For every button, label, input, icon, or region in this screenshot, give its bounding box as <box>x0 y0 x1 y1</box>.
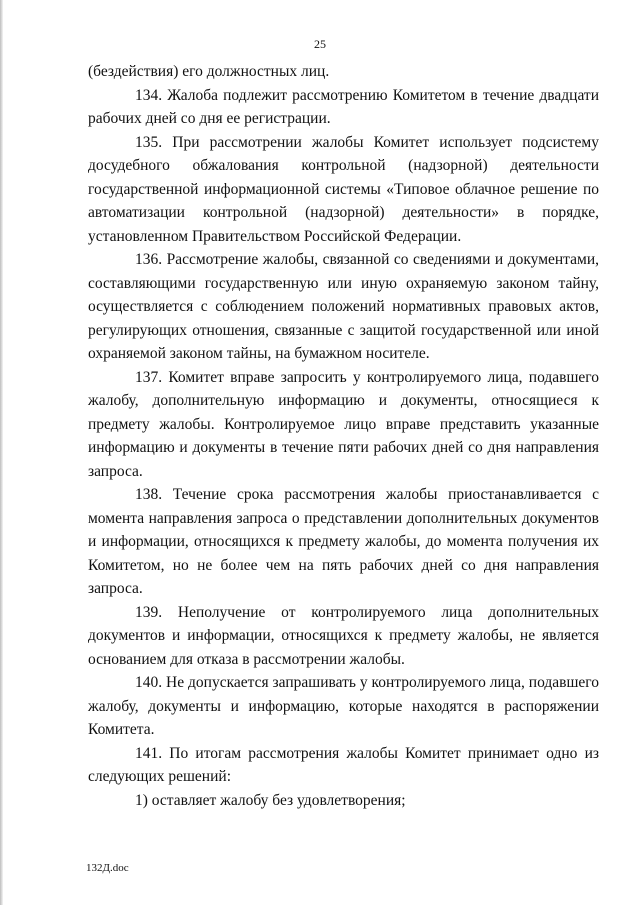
paragraph-continuation: (бездействия) его должностных лиц. <box>88 63 330 80</box>
paragraph-140: 140. Не допускается запрашивать у контролируемого лица, подавшего жалобу, документы и информацию, которые находятся в распоряжении Комитета. <box>88 674 599 738</box>
list-item-1: 1) оставляет жалобу без удовлетворения; <box>135 791 406 809</box>
scan-edge <box>0 0 3 905</box>
paragraph-137: 137. Комитет вправе запросить у контролируемого лица, подавшего жалобу, дополнительную информацию и документы, относящиеся к предмету жалобы. Контролируемое лицо вправе представить указанные информацию и документы в течение пяти рабочих дней со дня направления запроса. <box>88 368 599 480</box>
footer-filename: 132Д.doc <box>86 862 129 874</box>
paragraph-141: 141. По итогам рассмотрения жалобы Комитет принимает одно из следующих решений: <box>88 744 599 785</box>
paragraph-134: 134. Жалоба подлежит рассмотрению Комитетом в течение двадцати рабочих дней со дня ее регистрации. <box>88 86 599 127</box>
paragraph-139: 139. Неполучение от контролируемого лица дополнительных документов и информации, относящихся к предмету жалобы, не является основанием для отказа в рассмотрении жалобы. <box>88 603 599 668</box>
paragraph-136: 136. Рассмотрение жалобы, связанной со сведениями и документами, составляющими государственную или иную охраняемую законом тайну, осуществляется с соблюдением положений нормативных правовых актов, регулирующих отношения, связанные с защитой государственной или иной охраняемой законом тайны, на бумажном носителе. <box>88 251 599 362</box>
paragraph-138: 138. Течение срока рассмотрения жалобы приостанавливается с момента направления запроса о представлении дополнительных документов и информации, относящихся к предмету жалобы, до момента получения их Комитетом, но не более чем на пять рабочих дней со дня направления запроса. <box>88 486 599 597</box>
paragraph-135: 135. При рассмотрении жалобы Комитет использует подсистему досудебного обжалования контрольной (надзорной) деятельности государственной информационной системы «Типовое облачное решение по автоматизации контрольной (надзорной) деятельности» в порядке, установленном Правительством Российской Федерации. <box>88 133 599 245</box>
document-body <box>88 60 599 812</box>
page-number: 25 <box>314 37 326 51</box>
